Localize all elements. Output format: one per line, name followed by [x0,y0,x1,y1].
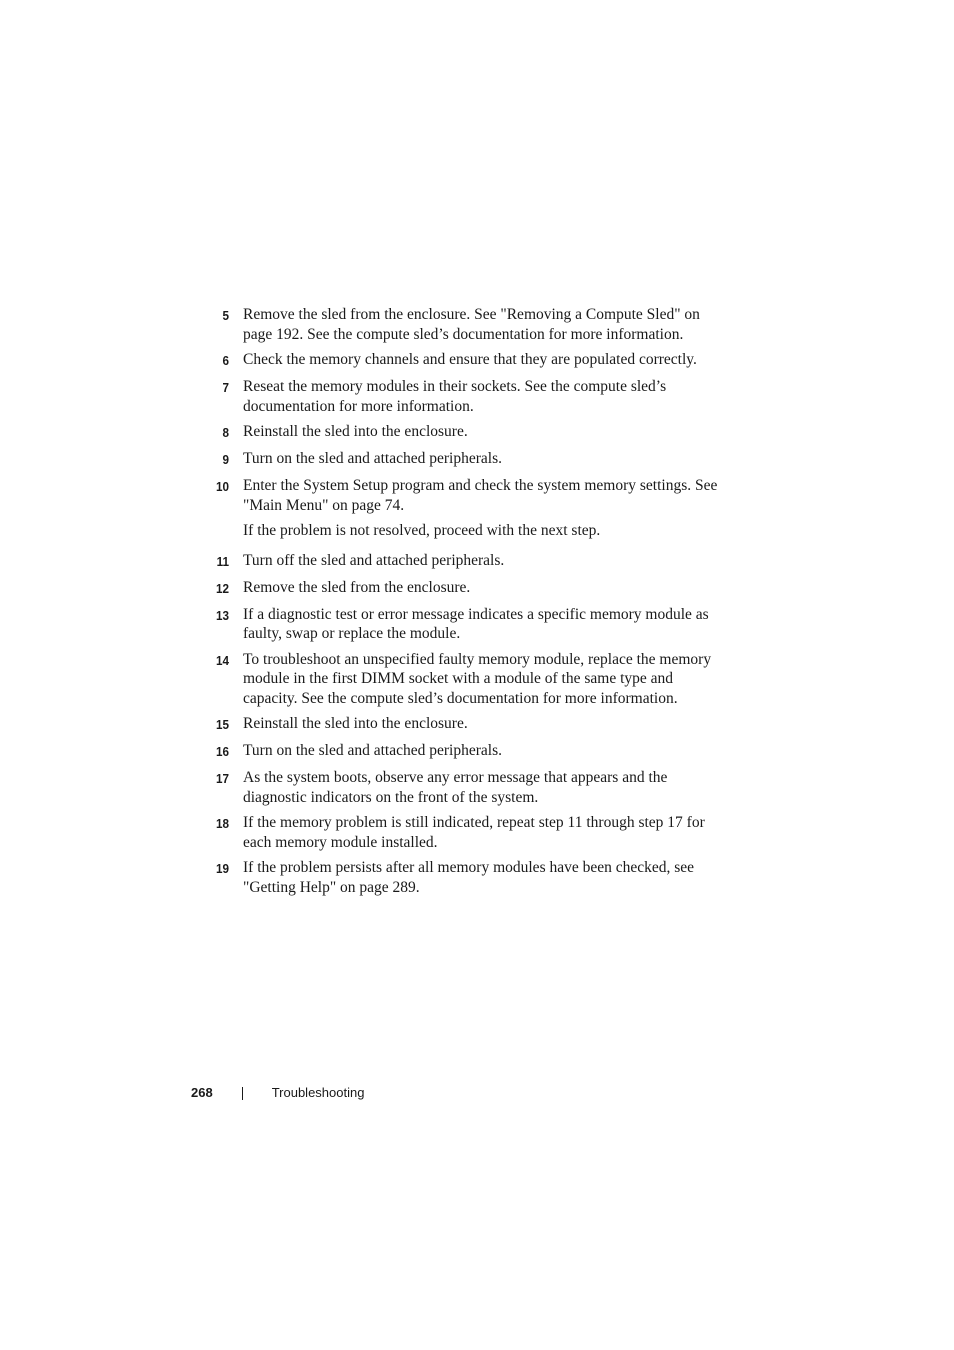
step-number: 8 [222,425,229,440]
step-number: 17 [215,771,229,786]
step-text: Remove the sled from the enclosure. [243,578,471,596]
step-text: Turn off the sled and attached peripherals. [243,551,505,569]
step-19 [205,858,730,897]
step-7 [205,377,730,416]
step-11 [205,551,730,572]
step-18 [205,813,730,852]
step-number: 11 [216,553,229,569]
step-number: 16 [215,744,229,759]
step-text: Check the memory channels and ensure that they are populated correctly. [243,351,697,368]
step-5 [205,305,730,344]
step-text: To troubleshoot an unspecified faulty memory module, replace the memory module in the first DIMM socket with a module of the same type and capacity. See the compute sled’s documentation for more information. [243,650,712,707]
step-number: 12 [215,580,229,596]
step-text: If the memory problem is still indicated, repeat step 11 through step 17 for each memory module installed. [243,814,705,851]
step-text: Enter the System Setup program and check the system memory settings. See "Main Menu" on page 74. [243,477,718,514]
procedure-list [205,305,730,903]
step-number: 13 [215,607,229,623]
step-16 [205,741,730,762]
step-number: 15 [215,717,229,732]
step-15 [205,714,730,735]
page-number: 268 [191,1085,213,1100]
step-14 [205,650,730,709]
step-number: 10 [215,479,229,494]
page-footer [191,1084,364,1102]
step-text: Turn on the sled and attached peripherals. [243,742,502,759]
step-10 [205,476,730,515]
step-17 [205,768,730,807]
step-text: Reinstall the sled into the enclosure. [243,715,468,732]
step-number: 18 [215,816,229,831]
step-12 [205,578,730,599]
step-6 [205,350,730,371]
step-9 [205,449,730,470]
step-number: 19 [215,861,229,876]
step-number: 14 [215,652,229,668]
step-text: If the problem persists after all memory modules have been checked, see "Getting Help" on page 289. [243,859,695,896]
step-number: 6 [222,353,229,368]
step-number: 9 [222,452,229,467]
step-text: Turn on the sled and attached peripherals. [243,450,502,467]
step-text: Reseat the memory modules in their sockets. See the compute sled’s documentation for more information. [243,378,667,415]
step-13 [205,605,730,644]
step-text: As the system boots, observe any error message that appears and the diagnostic indicators on the front of the system. [243,769,668,806]
step-text: Remove the sled from the enclosure. See "Removing a Compute Sled" on page 192. See the compute sled’s documentation for more information. [243,306,700,343]
footer-divider [242,1087,243,1100]
section-title: Troubleshooting [271,1085,365,1100]
step-text: Reinstall the sled into the enclosure. [243,423,468,440]
step-text: If a diagnostic test or error message indicates a specific memory module as faulty, swap or replace the module. [243,605,709,642]
step-10-note: If the problem is not resolved, proceed with the next step. [243,522,601,539]
step-number: 5 [222,308,229,323]
step-8 [205,422,730,443]
step-number: 7 [222,380,229,395]
